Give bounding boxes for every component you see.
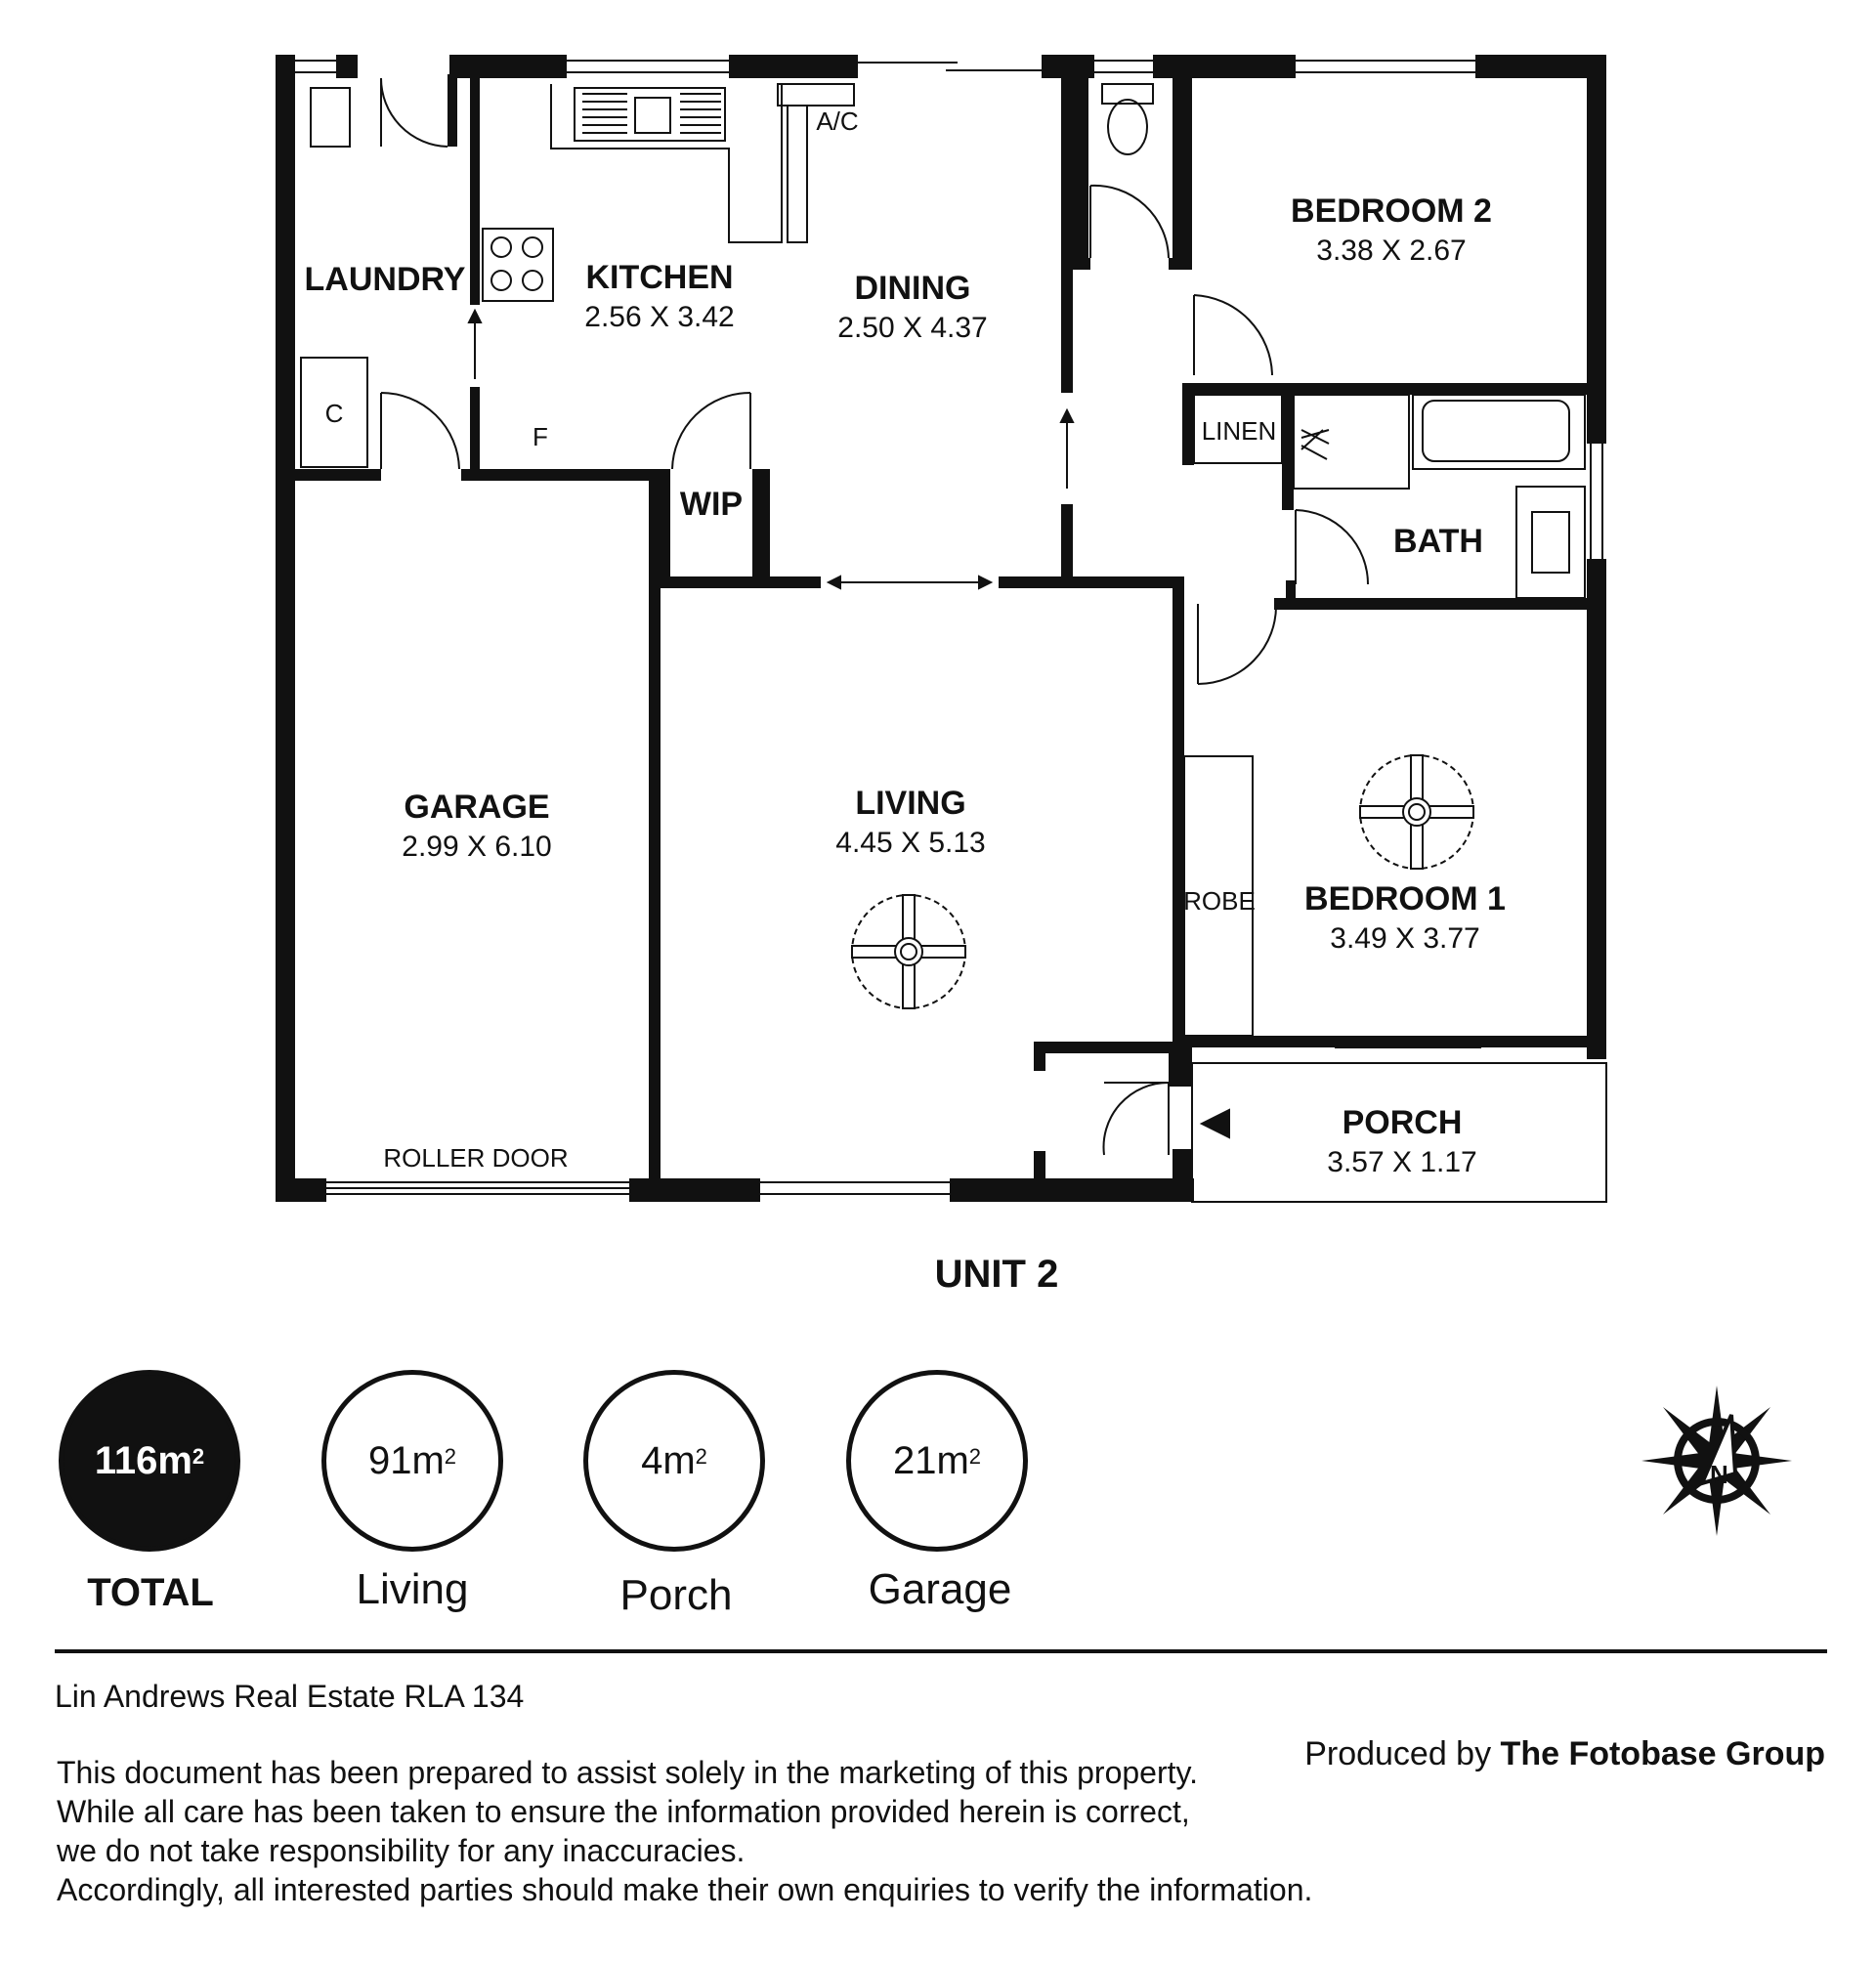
roller-door-label: ROLLER DOOR — [383, 1143, 569, 1173]
entry-door — [1104, 1083, 1169, 1155]
wall-segment — [295, 469, 381, 481]
cupboard-label: C — [324, 399, 344, 428]
wall-segment — [752, 469, 770, 576]
burner — [523, 237, 542, 257]
bedroom1-dims: 3.49 X 3.77 — [1330, 922, 1480, 955]
area-total-circle — [59, 1370, 240, 1552]
area-living-label: Living — [356, 1565, 469, 1613]
area-porch-label: Porch — [619, 1571, 733, 1619]
laundry-label: LAUNDRY — [304, 261, 466, 298]
fridge-label: F — [533, 422, 548, 451]
ceiling-fan-bedroom1 — [1360, 755, 1473, 869]
wall-segment — [461, 469, 666, 481]
arrow-head — [1061, 410, 1073, 422]
bath-door — [1296, 510, 1368, 584]
bath-label: BATH — [1393, 523, 1483, 560]
disclaimer-line: This document has been prepared to assist solely in the marketing of this property. — [57, 1755, 1199, 1790]
area-garage-value: 21m — [892, 1438, 969, 1482]
bath-surround — [1413, 395, 1585, 469]
wall-segment — [1069, 55, 1088, 268]
toilet-door — [1090, 186, 1169, 258]
producer-prefix: Produced by — [1304, 1735, 1501, 1772]
wall-segment — [950, 1178, 1194, 1202]
area-porch-value: 4m — [641, 1438, 696, 1482]
wall-bath-bottom — [1274, 598, 1606, 610]
wall-segment — [1169, 1047, 1192, 1087]
wall-segment — [999, 576, 1184, 588]
unit-title: UNIT 2 — [934, 1253, 1059, 1296]
wall-bed2-bottom — [1190, 383, 1606, 395]
area-living-sup: 2 — [444, 1444, 457, 1469]
ac-unit — [778, 84, 854, 106]
bathtub — [1423, 401, 1569, 461]
producer-name: The Fotobase Group — [1500, 1735, 1825, 1772]
garage-dims: 2.99 X 6.10 — [402, 831, 552, 863]
wall-left-outer — [276, 55, 295, 1202]
cooktop — [483, 229, 553, 301]
wall-garage-living — [649, 469, 661, 1178]
wall-dining-hall — [1061, 504, 1073, 586]
living-dims: 4.45 X 5.13 — [835, 827, 986, 859]
washing-machine — [311, 88, 350, 147]
kitchen-dims: 2.56 X 3.42 — [584, 301, 735, 333]
wall-segment — [661, 576, 821, 588]
agency-text: Lin Andrews Real Estate RLA 134 — [55, 1679, 525, 1714]
wall-segment — [1169, 258, 1192, 270]
disclaimer-line: Accordingly, all interested parties should make their own enquiries to verify the information. — [57, 1872, 1313, 1907]
disclaimer-line: we do not take responsibility for any inaccuracies. — [57, 1833, 746, 1868]
drainer-lines — [582, 94, 721, 133]
ac-label: A/C — [816, 107, 859, 136]
arrows — [469, 311, 1229, 1137]
garage-door — [381, 393, 459, 469]
wall-laundry-kitchen — [470, 74, 480, 305]
window — [760, 1182, 950, 1194]
area-living-value: 91m — [367, 1438, 445, 1482]
wall-right-outer — [1587, 559, 1606, 1059]
bedroom1-door — [1198, 604, 1276, 684]
linen-label: LINEN — [1201, 416, 1277, 446]
porch-dims: 3.57 X 1.17 — [1327, 1146, 1477, 1178]
wall-segment — [276, 1178, 326, 1202]
wip-door — [672, 393, 750, 469]
wall-segment — [448, 74, 457, 147]
pantry — [788, 106, 807, 242]
wall-segment — [1475, 55, 1606, 78]
garage-label: GARAGE — [404, 789, 550, 826]
area-garage-circle — [846, 1370, 1028, 1552]
window — [1591, 444, 1602, 559]
wall-segment — [1069, 258, 1090, 270]
area-total-value: 116m — [94, 1438, 192, 1482]
wall-segment — [729, 55, 858, 78]
producer-credit — [1304, 1735, 1825, 1773]
disclaimer-line: While all care has been taken to ensure the information provided herein is correct, — [57, 1794, 1190, 1829]
bedroom2-dims: 3.38 X 2.67 — [1316, 235, 1467, 267]
shower-head — [1301, 430, 1329, 459]
compass-rose-icon — [1642, 1386, 1792, 1536]
bedroom1-label: BEDROOM 1 — [1304, 880, 1506, 917]
wip-label: WIP — [679, 486, 744, 523]
wall-bed1-bottom — [1178, 1036, 1606, 1047]
ceiling-fan-living — [852, 895, 965, 1008]
laundry-door — [381, 78, 448, 147]
porch-label: PORCH — [1342, 1104, 1463, 1141]
disclaimer — [57, 1753, 1312, 1909]
area-total-sup: 2 — [192, 1444, 205, 1469]
area-garage-sup: 2 — [968, 1444, 982, 1469]
wall-segment — [1172, 55, 1192, 268]
wall-laundry-kitchen — [470, 387, 480, 473]
bedroom2-label: BEDROOM 2 — [1291, 192, 1492, 230]
dining-dims: 2.50 X 4.37 — [837, 312, 988, 344]
wall-segment — [449, 55, 567, 78]
area-living-circle — [321, 1370, 503, 1552]
area-total-label: TOTAL — [87, 1571, 214, 1614]
window — [1094, 61, 1153, 72]
area-porch-sup: 2 — [695, 1444, 707, 1469]
area-porch-circle — [583, 1370, 765, 1552]
burner — [491, 271, 511, 290]
wall-segment — [336, 55, 358, 78]
doors — [381, 78, 1368, 1155]
basin — [1532, 512, 1569, 573]
svg-text:N: N — [1710, 1460, 1728, 1489]
burner — [523, 271, 542, 290]
wall-segment — [629, 1178, 760, 1202]
robe-label: ROBE — [1183, 886, 1256, 916]
vanity — [1516, 487, 1585, 598]
window — [1296, 61, 1475, 72]
burner — [491, 237, 511, 257]
area-garage-label: Garage — [868, 1565, 1012, 1613]
kitchen-label: KITCHEN — [585, 259, 734, 296]
dining-label: DINING — [854, 270, 971, 307]
wall-segment — [1034, 1042, 1045, 1071]
window — [295, 61, 336, 72]
wall-segment — [661, 469, 670, 582]
wall-segment — [1282, 383, 1294, 510]
wall-segment — [1182, 383, 1194, 465]
wall-segment — [1034, 1151, 1045, 1190]
window — [567, 61, 729, 72]
roller-door-window — [326, 1182, 629, 1194]
kitchen-bench — [551, 84, 782, 242]
wall-living-bedroom — [1172, 602, 1184, 1042]
bedroom2-door — [1194, 295, 1272, 375]
entry-arrow — [1202, 1110, 1229, 1137]
sink-bowl — [635, 98, 670, 133]
arrow-head — [469, 311, 481, 322]
windows — [295, 61, 1602, 1194]
living-label: LIVING — [855, 785, 966, 822]
wall-segment — [1172, 1149, 1192, 1202]
divider — [55, 1649, 1827, 1653]
toilet-bowl — [1108, 100, 1147, 154]
wall-segment — [1034, 1042, 1184, 1053]
sliding-door-dining — [858, 63, 1042, 70]
